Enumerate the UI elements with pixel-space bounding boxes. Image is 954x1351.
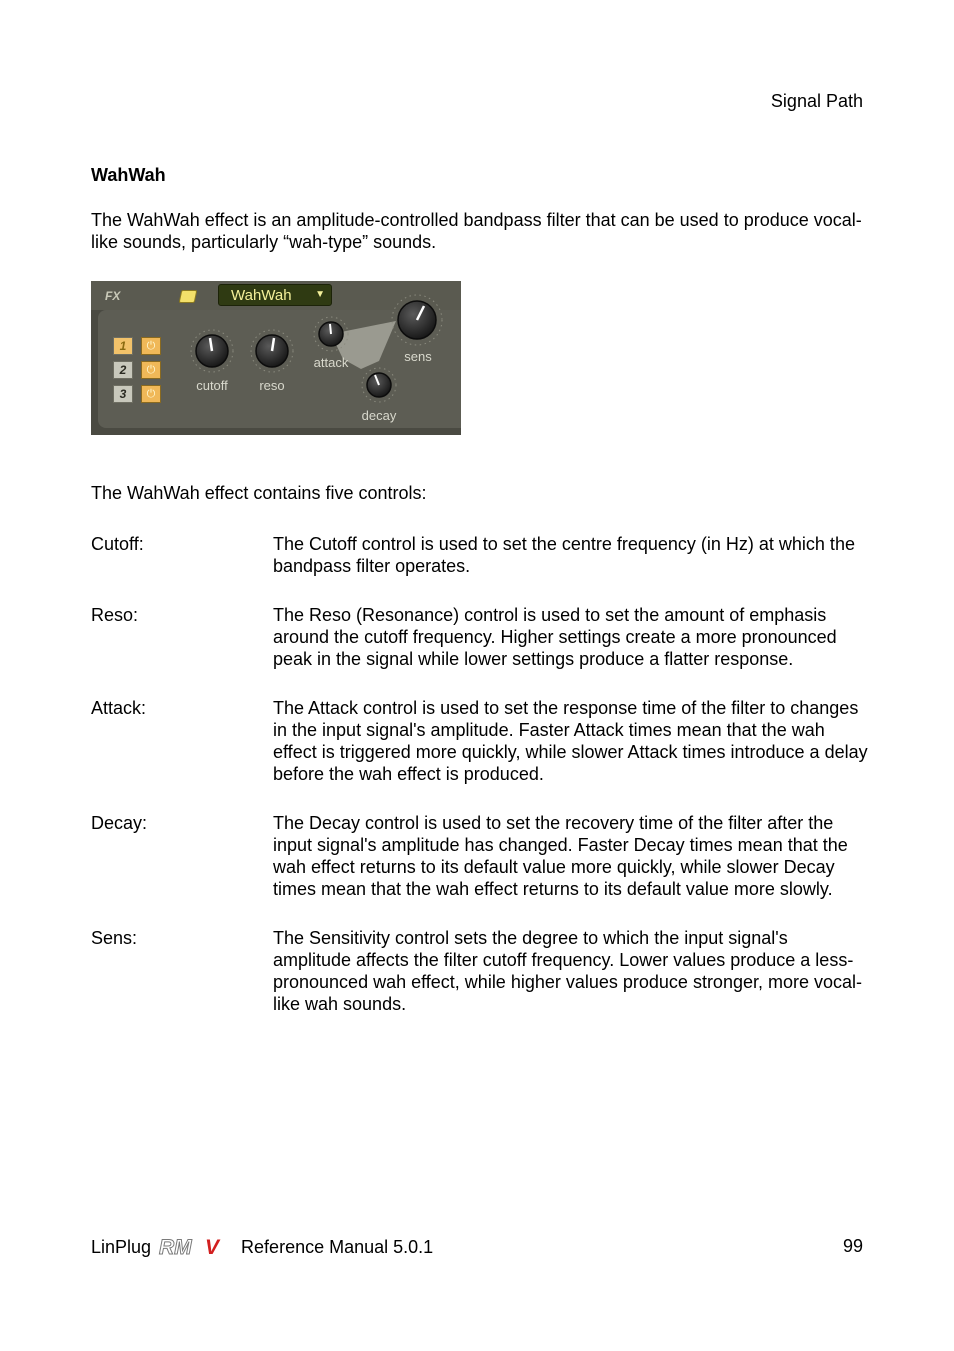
dropdown-arrow-icon: ▼: [315, 289, 325, 300]
effect-name: WahWah: [231, 286, 292, 304]
wahwah-fx-panel: [91, 281, 461, 435]
decay-label: decay: [361, 408, 397, 423]
definition-cutoff: [91, 533, 871, 577]
slot-2-power-icon[interactable]: ⏻: [141, 361, 161, 379]
cutoff-knob[interactable]: [191, 330, 233, 372]
control-definitions: [91, 533, 871, 1042]
controls-lead-sentence: The WahWah effect contains five controls:: [91, 483, 427, 503]
definition-term: Cutoff:: [91, 534, 144, 554]
definition-sens: [91, 927, 871, 1015]
decay-knob[interactable]: [362, 368, 396, 402]
svg-text:V: V: [205, 1236, 220, 1258]
definition-term: Sens:: [91, 928, 138, 948]
definition-term: Attack:: [91, 698, 147, 718]
running-header: Signal Path: [770, 91, 863, 111]
definition-description: The Sensitivity control sets the degree to which the input signal's amplitude affects the filter cutoff frequency. Lower values produce a less-pronounced wah effect, while higher values produce stronger, more vocal-like wah sounds.: [273, 928, 863, 1014]
definition-description: The Attack control is used to set the response time of the filter to changes in the input signal's amplitude. Faster Attack times mean that the wah effect is triggered more quickly, while slower Attack times introduce a delay before the wah effect is produced.: [273, 698, 868, 784]
slot-3-power-icon[interactable]: ⏻: [141, 385, 161, 403]
svg-text:RM: RM: [159, 1236, 192, 1258]
cutoff-label: cutoff: [196, 378, 228, 393]
definition-attack: [91, 697, 871, 785]
slot-1-button[interactable]: 1: [113, 337, 133, 355]
slot-2-button[interactable]: 2: [113, 361, 133, 379]
attack-label: attack: [313, 355, 349, 370]
definition-description: The Reso (Resonance) control is used to set the amount of emphasis around the cutoff frequency. Higher settings create a more pronounced peak in the signal while lower settings produce a flatter response.: [273, 605, 837, 669]
definition-term: Reso:: [91, 605, 139, 625]
definition-term: Decay:: [91, 813, 148, 833]
page-number: 99: [842, 1236, 863, 1256]
reso-knob[interactable]: [251, 330, 293, 372]
sens-label: sens: [404, 349, 432, 364]
footer-manual: Reference Manual 5.0.1: [241, 1236, 434, 1257]
reso-label: reso: [259, 378, 285, 393]
definition-decay: [91, 812, 871, 900]
intro-paragraph: The WahWah effect is an amplitude-controlled bandpass filter that can be used to produce vocal-like sounds, particularly “wah-type” sounds.: [91, 210, 862, 252]
definition-description: The Decay control is used to set the recovery time of the filter after the input signal's amplitude has changed. Faster Decay times mean that the wah effect returns to its default value more quickly, while slower Decay times mean that the wah effect returns to its default value more slowly.: [273, 813, 848, 899]
slot-1-power-icon[interactable]: ⏻: [141, 337, 161, 355]
rmv-logo-icon: [157, 1236, 235, 1258]
section-title: WahWah: [91, 165, 166, 185]
sens-knob[interactable]: [392, 295, 442, 345]
fx-label: FX: [105, 289, 121, 303]
footer-left: [91, 1236, 433, 1258]
footer-brand: LinPlug: [91, 1236, 152, 1257]
definition-description: The Cutoff control is used to set the centre frequency (in Hz) at which the bandpass filter operates.: [273, 534, 855, 576]
slot-3-button[interactable]: 3: [113, 385, 133, 403]
definition-reso: [91, 604, 871, 670]
page-footer: [91, 1236, 863, 1260]
